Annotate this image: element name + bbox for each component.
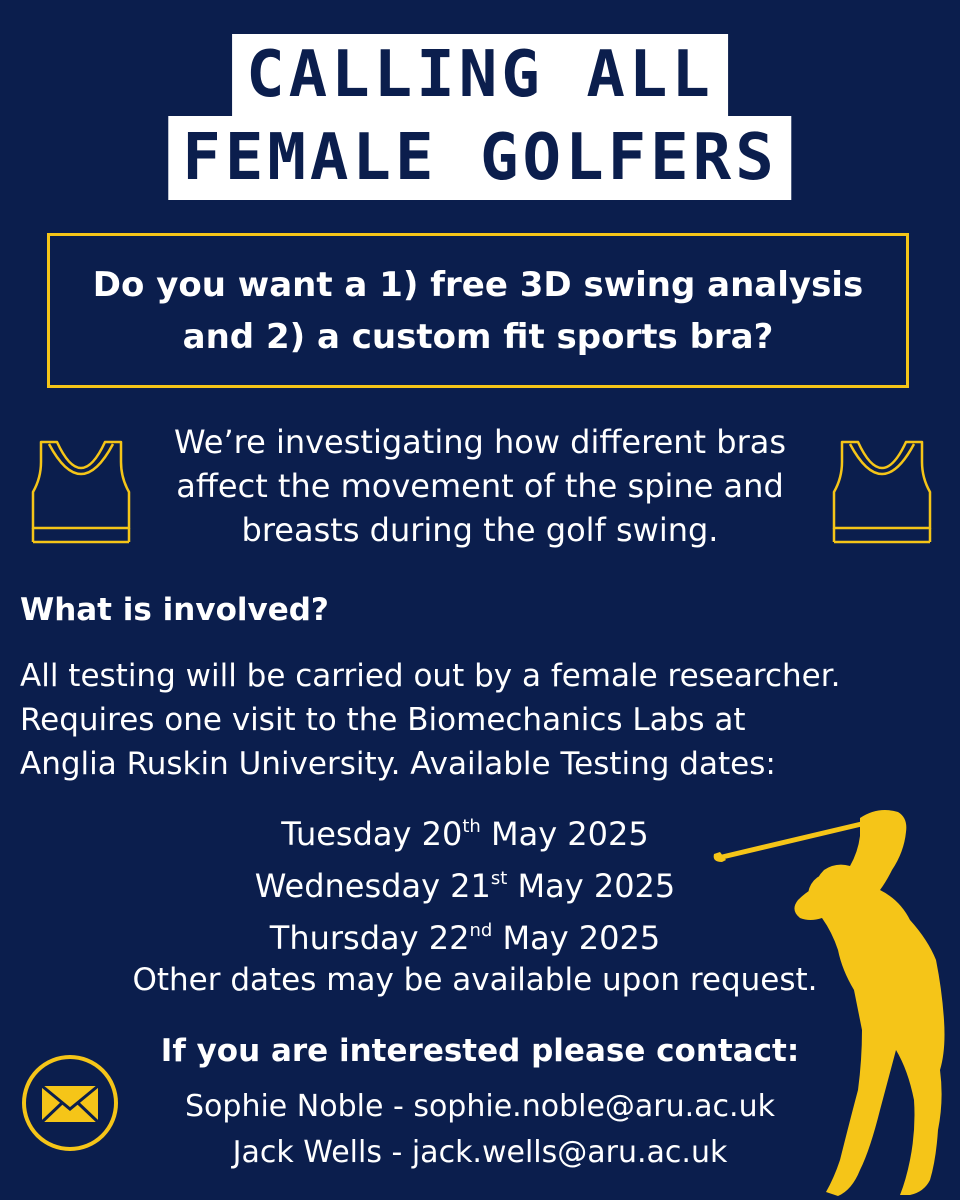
intro-text xyxy=(150,420,810,552)
section-heading: What is involved? xyxy=(20,592,329,628)
date-item: Tuesday 20th May 2025 xyxy=(281,815,649,853)
sports-bra-icon xyxy=(31,438,131,548)
question-text xyxy=(93,259,863,363)
contact-heading: If you are interested please contact: xyxy=(160,1033,800,1069)
question-line-2: and 2) a custom fit sports bra? xyxy=(182,316,774,357)
golfer-silhouette-icon xyxy=(710,800,960,1200)
involved-line-2: Requires one visit to the Biomechanics Labs at xyxy=(20,702,746,738)
envelope-icon xyxy=(20,1053,120,1153)
question-line-1: Do you want a 1) free 3D swing analysis xyxy=(92,264,864,305)
contact-item: Sophie Noble - sophie.noble@aru.ac.uk xyxy=(185,1089,775,1124)
sports-bra-icon xyxy=(832,438,932,548)
question-box xyxy=(47,233,909,388)
involved-line-1: All testing will be carried out by a female researcher. xyxy=(20,658,841,694)
title-line-1: CALLING ALL xyxy=(232,34,728,116)
date-item: Wednesday 21st May 2025 xyxy=(254,867,676,905)
involved-text xyxy=(20,654,940,786)
testing-dates xyxy=(180,808,750,964)
contact-item: Jack Wells - jack.wells@aru.ac.uk xyxy=(232,1135,728,1170)
intro-line-3: breasts during the golf swing. xyxy=(241,511,719,549)
date-item: Thursday 22nd May 2025 xyxy=(269,919,661,957)
title-line-2: FEMALE GOLFERS xyxy=(168,116,791,200)
intro-line-2: affect the movement of the spine and xyxy=(176,467,784,505)
involved-line-3: Anglia Ruskin University. Available Testing dates: xyxy=(20,746,776,782)
intro-line-1: We’re investigating how different bras xyxy=(174,423,786,461)
other-dates-note: Other dates may be available upon request. xyxy=(132,962,818,998)
